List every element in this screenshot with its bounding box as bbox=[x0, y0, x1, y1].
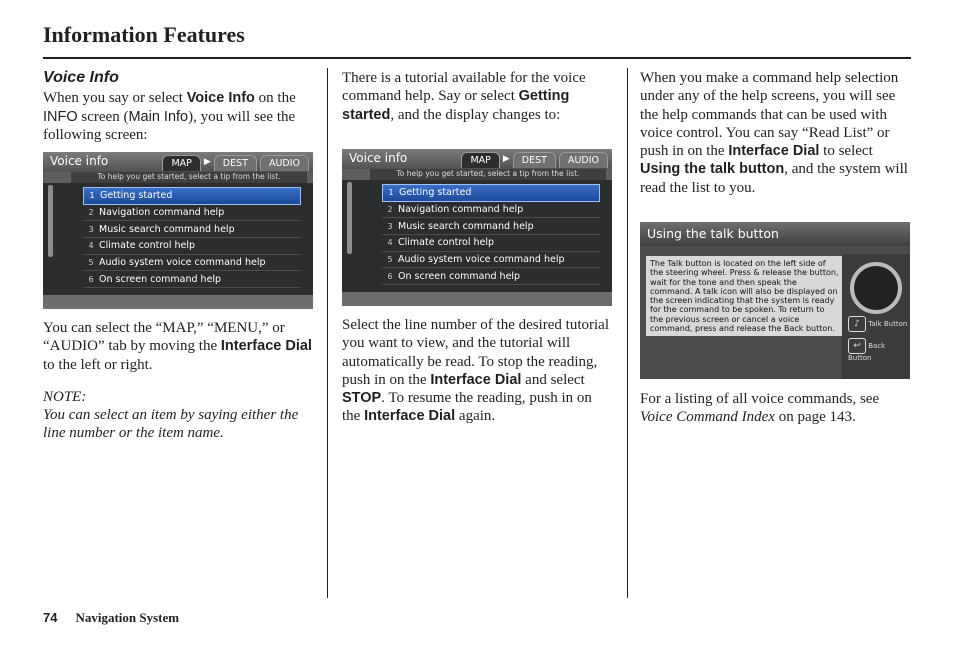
list-item: 2 Navigation command help bbox=[382, 202, 600, 219]
tab-dest: DEST bbox=[513, 152, 556, 168]
list-item: 3 Music search command help bbox=[382, 218, 600, 235]
page-title: Information Features bbox=[43, 22, 245, 47]
help-list bbox=[382, 184, 600, 285]
title-rule bbox=[43, 57, 911, 59]
tab-audio: AUDIO bbox=[559, 152, 608, 168]
back-icon: ↩ bbox=[848, 338, 866, 354]
screen-title: Using the talk button bbox=[647, 226, 779, 241]
talk-button-hint: ♪ Talk Button bbox=[848, 316, 908, 336]
page-number: 74 bbox=[43, 610, 58, 625]
steering-panel bbox=[842, 254, 910, 379]
column-1-lower bbox=[43, 319, 318, 443]
tab-map: MAP bbox=[162, 155, 200, 171]
list-item: 4 Climate control help bbox=[83, 238, 301, 255]
talk-instructions: The Talk button is located on the left side of the steering wheel. Press & release the button, wait for the tone and then speak the command. A talk icon will also be displayed on the screen indicating that the system is ready for the command to be spoken. To return to the previous screen or cancel a voice command, press and release the Back button. bbox=[646, 256, 844, 336]
column-3 bbox=[640, 69, 912, 197]
tab-arrow-icon: ▶ bbox=[502, 154, 510, 164]
steering-wheel-icon bbox=[850, 262, 902, 314]
column-2 bbox=[342, 69, 612, 124]
list-item: 6 On screen command help bbox=[382, 268, 600, 285]
column-3-lower bbox=[640, 390, 912, 427]
screen-title: Voice info bbox=[349, 151, 408, 165]
screen-tabs bbox=[461, 152, 608, 168]
note-text: You can select an item by saying either the line number or the item name. bbox=[43, 407, 299, 442]
section-heading: Voice Info bbox=[43, 69, 119, 86]
list-item: 5 Audio system voice command help bbox=[83, 255, 301, 272]
help-list bbox=[83, 187, 301, 288]
column-1 bbox=[43, 69, 318, 144]
col3-paragraph-1: When you make a command help selection under any of the help screens, you will see the help commands that can be used with voice control. You can say “Read List” or push in on the Interface Dial to select Using the talk button, and the system will read the list to you. bbox=[640, 70, 908, 196]
screen-subtitle: To help you get started, select a tip from the list. bbox=[370, 169, 606, 180]
footer-label: Navigation System bbox=[75, 610, 180, 625]
col2-paragraph-1: There is a tutorial available for the voice command help. Say or select Getting started, and the display changes to: bbox=[342, 70, 586, 123]
tab-arrow-icon: ▶ bbox=[203, 157, 211, 167]
list-item: 1 Getting started bbox=[382, 184, 600, 202]
talk-icon: ♪ bbox=[848, 316, 866, 332]
col3-paragraph-2: For a listing of all voice commands, see Voice Command Index on page 143. bbox=[640, 391, 880, 426]
talk-button-screenshot bbox=[640, 222, 910, 379]
screen-title: Voice info bbox=[50, 154, 109, 168]
column-divider-1 bbox=[327, 68, 328, 598]
list-item: 6 On screen command help bbox=[83, 271, 301, 288]
scrollbar bbox=[48, 185, 53, 257]
col1-paragraph-1: When you say or select Voice Info on the INFO screen (Main Info), you will see the following screen: bbox=[43, 90, 296, 143]
col2-paragraph-2: Select the line number of the desired tutorial you want to view, and the tutorial will automatically be read. To stop the reading, push in on the Interface Dial and select STOP. To resume the reading, push in on the Interface Dial again. bbox=[342, 317, 609, 425]
back-button-hint: ↩ Back Button bbox=[848, 338, 908, 358]
list-item: 4 Climate control help bbox=[382, 235, 600, 252]
screen-subtitle: To help you get started, select a tip from the list. bbox=[71, 172, 307, 183]
scrollbar bbox=[347, 182, 352, 254]
tab-map: MAP bbox=[461, 152, 499, 168]
note-label: NOTE: bbox=[43, 388, 87, 405]
tab-dest: DEST bbox=[214, 155, 257, 171]
column-divider-2 bbox=[627, 68, 628, 598]
list-item: 1 Getting started bbox=[83, 187, 301, 205]
voice-info-screenshot-1 bbox=[43, 152, 313, 309]
column-2-lower bbox=[342, 316, 612, 426]
list-item: 5 Audio system voice command help bbox=[382, 252, 600, 269]
tab-audio: AUDIO bbox=[260, 155, 309, 171]
screen-tabs bbox=[162, 155, 309, 171]
list-item: 2 Navigation command help bbox=[83, 205, 301, 222]
list-item: 3 Music search command help bbox=[83, 221, 301, 238]
col1-paragraph-2: You can select the “MAP,” “MENU,” or “AUDIO” tab by moving the Interface Dial to the left or right. bbox=[43, 320, 312, 373]
page-footer bbox=[43, 610, 179, 626]
voice-info-screenshot-2 bbox=[342, 149, 612, 306]
